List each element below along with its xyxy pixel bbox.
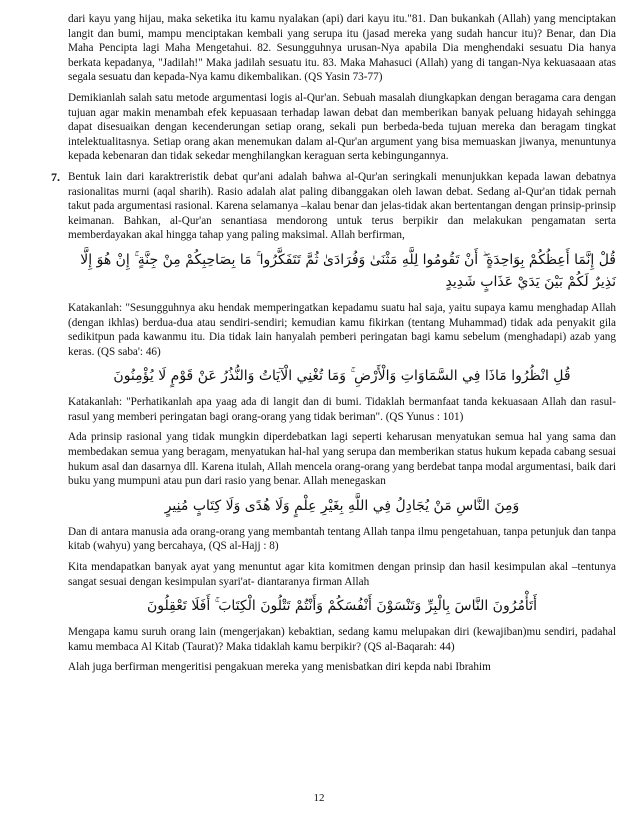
- paragraph-yunus-translation: Katakanlah: "Perhatikanlah apa yaag ada di langit dan di bumi. Tidaklah bermanfaat tanda kekuasaan Allah dan rasul-rasul yang memberi peringatan bagi orang-orang yang tidak beriman". (QS Yunus : 101): [68, 396, 616, 423]
- paragraph-saba-translation: Katakanlah: "Sesungguhnya aku hendak memperingatkan kepadamu suatu hal saja, yaitu supaya kamu menghadap Allah (dengan ikhlas) berdua-dua atau sendiri-sendiri; kemudian kamu fikirkan (tentang Muhammad) tidak ada penyakit gila sedikitpun pada kawanmu itu. Dia tidak lain hanyalah pemberi peringatan bagi kamu sebelum (menghadapi) azab yang keras. (QS saba': 46): [68, 301, 616, 358]
- page-number: 12: [313, 792, 325, 804]
- page-content: [51, 12, 616, 675]
- paragraph-yasin-translation: dari kayu yang hijau, maka seketika itu kamu nyalakan (api) dari kayu itu."81. Dan bukankah (Allah) yang menciptakan langit dan bumi, mampu menciptakan kembali yang serupa itu (jasad mereka yang sudah hancur itu)? Benar, dan Dia Maha Pencipta lagi Maha Mengetahui. 82. Sesungguhnya urusan-Nya apabila Dia menghendaki sesuatu Dia hanya berkata kepadanya, "Jadilah!" Maka jadilah sesuatu itu. 83. Maka Mahasuci (Allah) yang di tangan-Nya kekuasaaan atas segala sesuatu dan kepada-Nya kamu dikembalikan. (QS Yasin 73-77): [68, 13, 616, 84]
- paragraph-commitment: Kita mendapatkan banyak ayat yang menuntut agar kita komitmen dengan prinsip dan hasil kesimpulan akal –tentunya sangat sesuai dengan kesimpulan syari'at- diantaranya firman Allah: [68, 561, 616, 588]
- paragraph-hajj-translation: Dan di antara manusia ada orang-orang yang membantah tentang Allah tanpa ilmu pengetahuan, tanpa petunjuk dan tanpa kitab (wahyu) yang bercahaya, (QS al-Hajj : 8): [68, 525, 616, 553]
- paragraph-rational-debate: Bentuk lain dari karaktreristik debat qur'ani adalah bahwa al-Qur'an seringkali menunjukkan kepada lawan debatnya rasionalitas murni (aqal sharih). Rasio adalah alat paling dibanggakan oleh lawan debat. Sedang al-Qur'an tidak pernah takut pada argumentasi rasional. Karena selamanya –kalau benar dan jelas-tidak akan bertentangan dengan prinsip-prinsip keimanan. Bahkan, al-Qur'an senantiasa mendorong untuk terus berpikir dan melakukan pengamatan serta memberdayakan akal hingga tahap yang paling maksimal. Allah berfirman,: [68, 170, 616, 242]
- paragraph-ibrahim: Alah juga berfirman mengeritisi pengakuan mereka yang menisbatkan diri kepda nabi Ibrahim: [68, 661, 491, 674]
- list-item-number: 7.: [51, 169, 60, 184]
- list-item-7: [51, 169, 616, 243]
- arabic-verse-yunus: قُلِ انْظُرُوا مَاذَا فِي السَّمَاوَاتِ وَالْأَرْضِ ۚ وَمَا تُغْنِي الْآيَاتُ وَالنُّذُرُ عَنْ قَوْمٍ لَا يُؤْمِنُونَ: [113, 368, 571, 385]
- paragraph-rational-principle: Ada prinsip rasional yang tidak mungkin diperdebatkan lagi seperti keharusan menyatukan semua hal yang sama dan membedakan semua yang beragam, menyatukan hal-hal yang serupa dan memberikan status hukum kepada cabang sesuai hukum asal dan dasarnya dll. Karena itulah, Allah mencela orang-orang yang berdebat tanpa modal argumentasi, baik dari buku yang mumpuni atau pun dari rasio yang benar. Allah menegaskan: [68, 431, 616, 488]
- paragraph-argument-method: Demikianlah salah satu metode argumentasi logis al-Qur'an. Sebuah masalah diungkapkan dengan beragama cara dengan tujuan agar makin menambah efek kepuasaan terhadap lawan debat dan memberikan banyak peluang hidayah sehingga dapat disesuaikan dengan kecenderungan setiap orang, sekali pun berbeda-beda tujuan mereka dan beragam tingkat intelektualitasnya. Setiap orang akan menemukan dalam al-Qur'an argument yang bisa memuaskan jiwanya, menuntunya kepada kebenaran dan tidak sekedar menghilangkan keraguan serta kebingungannya.: [68, 91, 616, 163]
- paragraph-baqarah-translation: Mengapa kamu suruh orang lain (mengerjakan) kebaktian, sedang kamu melupakan diri (kewajiban)mu sendiri, padahal kamu membaca Al Kitab (Taurat)? Maka tidaklah kamu berpikir? (QS al-Baqarah: 44): [68, 626, 616, 653]
- arabic-verse-hajj: وَمِنَ النَّاسِ مَنْ يُجَادِلُ فِي اللَّهِ بِغَيْرِ عِلْمٍ وَلَا هُدًى وَلَا كِتَابٍ مُنِيرٍ: [164, 497, 520, 514]
- arabic-verse-baqarah: أَتَأْمُرُونَ النَّاسَ بِالْبِرِّ وَتَنْسَوْنَ أَنْفُسَكُمْ وَأَنْتُمْ تَتْلُونَ الْكِتَابَ ۚ أَفَلَا تَعْقِلُونَ: [146, 598, 537, 615]
- arabic-verse-saba: قُلْ إِنَّمَا أَعِظُكُمْ بِوَاحِدَةٍ ۖ أَنْ تَقُومُوا لِلَّهِ مَثْنَىٰ وَفُرَادَىٰ ثُمَّ تَتَفَكَّرُوا ۚ مَا بِصَاحِبِكُمْ مِنْ جِنَّةٍ ۚ إِنْ هُوَ إِلَّا نَذِيرٌ لَكُمْ بَيْنَ يَدَيْ عَذَابٍ شَدِيدٍ: [80, 251, 616, 290]
